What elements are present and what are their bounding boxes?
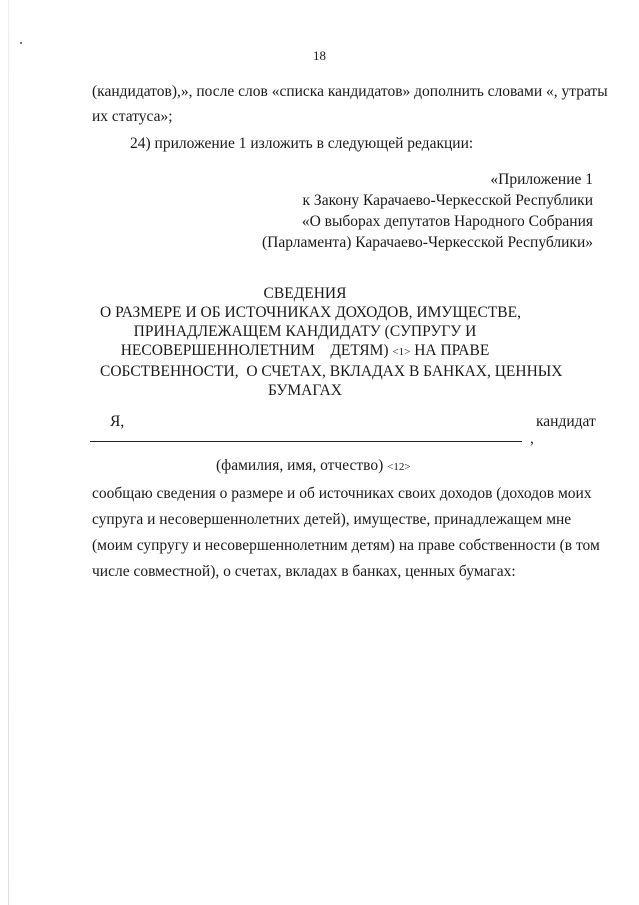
title-line-2: О РАЗМЕРЕ И ОБ ИСТОЧНИКАХ ДОХОДОВ, ИМУЩЕСТВЕ, xyxy=(100,304,521,321)
title-line-4a: НЕСОВЕРШЕННОЛЕТНИМ ДЕТЯМ) xyxy=(120,342,389,359)
fio-comma: , xyxy=(530,430,534,447)
fio-signature-line xyxy=(90,441,522,442)
appendix-line-2: к Закону Карачаево-Черкесской Республики xyxy=(302,192,593,209)
body-line-3: (моим супругу и несовершеннолетним детям) на праве собственности (в том xyxy=(92,537,600,554)
footnote-ref-1: <1> xyxy=(392,346,411,358)
appendix-line-4: (Парламента) Карачаево-Черкесской Республики» xyxy=(261,234,593,251)
scan-speck xyxy=(20,42,22,44)
fio-caption xyxy=(216,456,411,477)
document-title xyxy=(100,284,563,400)
scan-margin-edge xyxy=(8,0,9,905)
title-line-4b: НА ПРАВЕ xyxy=(414,342,490,359)
title-line-4 xyxy=(100,341,510,362)
declaration-candidate: кандидат xyxy=(536,413,596,430)
page-number: 18 xyxy=(313,48,326,63)
title-line-6: БУМАГАХ xyxy=(268,382,342,399)
title-line-5: СОБСТВЕННОСТИ, О СЧЕТАХ, ВКЛАДАХ В БАНКАХ, ЦЕННЫХ xyxy=(100,363,563,380)
footnote-ref-12: <12> xyxy=(387,461,411,473)
body-line-2: супруга и несовершеннолетних детей), имуществе, принадлежащем мне xyxy=(92,511,572,528)
fio-caption-text: (фамилия, имя, отчество) xyxy=(216,457,384,474)
body-line-4: числе совместной), о счетах, вкладах в банках, ценных бумагах: xyxy=(92,563,516,580)
title-line-1: СВЕДЕНИЯ xyxy=(263,285,347,302)
paragraph-line-2: их статуса»; xyxy=(92,108,173,125)
appendix-line-3: «О выборах депутатов Народного Собрания xyxy=(301,213,593,230)
appendix-line-1: «Приложение 1 xyxy=(490,171,593,188)
body-line-1: сообщаю сведения о размере и об источниках своих доходов (доходов моих xyxy=(92,485,592,502)
declaration-pronoun: Я, xyxy=(110,413,125,430)
paragraph-line-1: (кандидатов),», после слов «списка кандидатов» дополнить словами «, утраты xyxy=(92,83,608,100)
title-line-3: ПРИНАДЛЕЖАЩЕМ КАНДИДАТУ (СУПРУГУ И xyxy=(133,323,477,340)
item-24: 24) приложение 1 изложить в следующей редакции: xyxy=(130,135,474,152)
